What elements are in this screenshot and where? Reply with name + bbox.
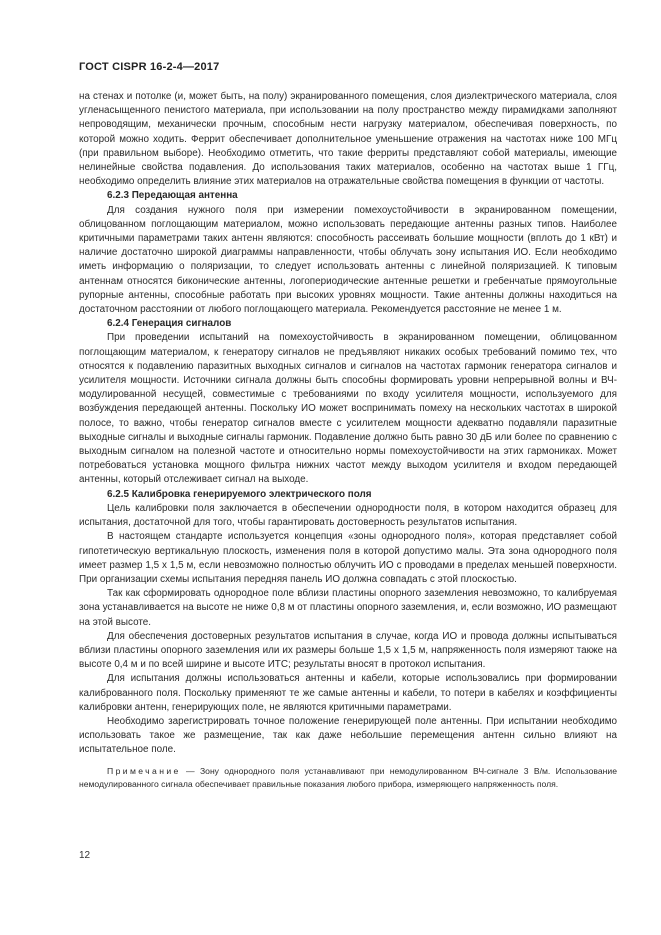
note-dash: —: [180, 765, 200, 776]
section-6-2-5-paragraph: В настоящем стандарте используется концепция «зоны однородного поля», которая представляет собой гипотетическую вертикальную плоскость, изменения поля в которой допустимо малы. Эта зона однородного поля имеет размер 1,5 х 1,5 м, если невозможно полностью облучить ИО с проводами в пределах меньшей поверхности. При организации схемы испытания передняя панель ИО должна совпадать с этой плоскостью.: [79, 531, 617, 585]
document-body: [79, 90, 617, 791]
page-number: 12: [79, 850, 91, 861]
section-6-2-5-paragraph: Так как сформировать однородное поле вблизи пластины опорного заземления невозможно, то калибруемая зона устанавливается на высоте не ниже 0,8 м от пластины опорного заземления, и, если возможно, ИО размещают на этой высоте.: [79, 588, 617, 628]
section-6-2-5-paragraph: Для обеспечения достоверных результатов испытания в случае, когда ИО и провода должны испытываться вблизи пластины опорного заземления или их размеры больше 1,5 х 1,5 м, напряженность поля измеряют также на высоте 0,4 м и по всей ширине и высоте ИТС; результаты вносят в протокол испытания.: [79, 630, 617, 671]
note-block: [79, 765, 617, 792]
note-label: Примечание: [107, 765, 181, 776]
section-6-2-5-heading: 6.2.5 Калибровка генерируемого электрического поля: [107, 488, 372, 500]
section-6-2-3-heading: 6.2.3 Передающая антенна: [107, 190, 238, 202]
document-header-title: ГОСТ CISPR 16-2-4—2017: [79, 61, 220, 73]
section-6-2-5-paragraph: Цель калибровки поля заключается в обеспечении однородности поля, в котором находится образец для испытания, достаточной для того, чтобы гарантировать достоверность результатов испытания.: [79, 502, 617, 529]
section-6-2-3-paragraph: Для создания нужного поля при измерении помехоустойчивости в экранированном помещении, облицованном поглощающим материалом, можно использовать передающие антенны разных типов. Наиболее критичными параметрами таких антенн являются: способность рассеивать большие мощности (вплоть до 1 кВт) и наличие достаточно широкой диаграммы направленности, чтобы облучать зону испытания ИО. Если необходимо иметь информацию о поляризации, то следует использовать антенны с линейной поляризацией. К типовым антеннам относятся биконические антенны, логопериодические антенные решетки и гребенчатые прямоугольные рупорные антенны, способные работать при высоких уровнях мощности. Такие антенны должны находиться на достаточном расстоянии от любого поглощающего материала. Рекомендуется расстояние не менее 1 м.: [79, 204, 617, 316]
section-6-2-5-paragraph: Необходимо зарегистрировать точное положение генерирующей поле антенны. При испытании необходимо использовать такое же размещение, так как даже небольшие перемещения антенн сильно влияют на испытательное поле.: [79, 715, 617, 756]
section-6-2-5-paragraph: Для испытания должны использоваться антенны и кабели, которые использовались при формировании калиброванного поля. Поскольку применяют те же самые антенны и кабели, то потери в кабелях и коэффициенты калибровки антенн, генерирующих поле, не являются критичными параметрами.: [79, 673, 617, 713]
section-6-2-4-paragraph: При проведении испытаний на помехоустойчивость в экранированном помещении, облицованном поглощающим материалом, к генератору сигналов не предъявляют никаких особых требований помимо тех, что относятся к подавлению паразитных выходных сигналов и сигналов на частотах гармоник генератора сигналов и усилителя мощности. Источники сигнала должны быть способны формировать уровни непрерывной волны и ВЧ-модулированной несущей, совместимые с требованиями по входу усилителя мощности, используемого для возбуждения передающей антенны. Поскольку ИО может воспринимать помеху на нескольких частотах в широкой полосе, то важно, чтобы генератор сигналов вместе с усилителем мощности адекватно подавляли паразитные выходные сигналы и выходные сигналы гармоник. Подавление должно быть равно 30 дБ или более по сравнению с выходным сигналом на полезной частоте и относительно нормы помехоустойчивости на этих гармониках. Может потребоваться установка мощного фильтра нижних частот между выходом усилителя и входом передающей антенны, который отслеживает сигнал на выходе.: [79, 332, 617, 486]
section-6-2-4-heading: 6.2.4 Генерация сигналов: [107, 318, 232, 330]
note-text: Зону однородного поля устанавливают при немодулированном ВЧ-сигнале 3 В/м. Использование немодулированного сигнала обеспечивает правильные показания любого прибора, измеряющего напряженность поля.: [79, 765, 617, 789]
intro-paragraph: на стенах и потолке (и, может быть, на полу) экранированного помещения, слоя диэлектрического материала, слоя угленасыщенного пенистого материала, при использовании на полу пространство между пирамидками заполняют непроводящим, механически прочным, способным нести нагрузку материалом, обеспечивая поверхность, по которой можно ходить. Феррит обеспечивает дополнительное уменьшение отражения на частотах ниже 100 МГц (при правильном выборе). Необходимо отметить, что такие ферриты представляют собой материалы, имеющие нелинейные свойства подавления. До использования таких материалов, особенно на частотах выше 1 ГГц, необходимо определить влияние этих материалов на отражательные свойства помещения в функции от частоты.: [79, 91, 617, 188]
